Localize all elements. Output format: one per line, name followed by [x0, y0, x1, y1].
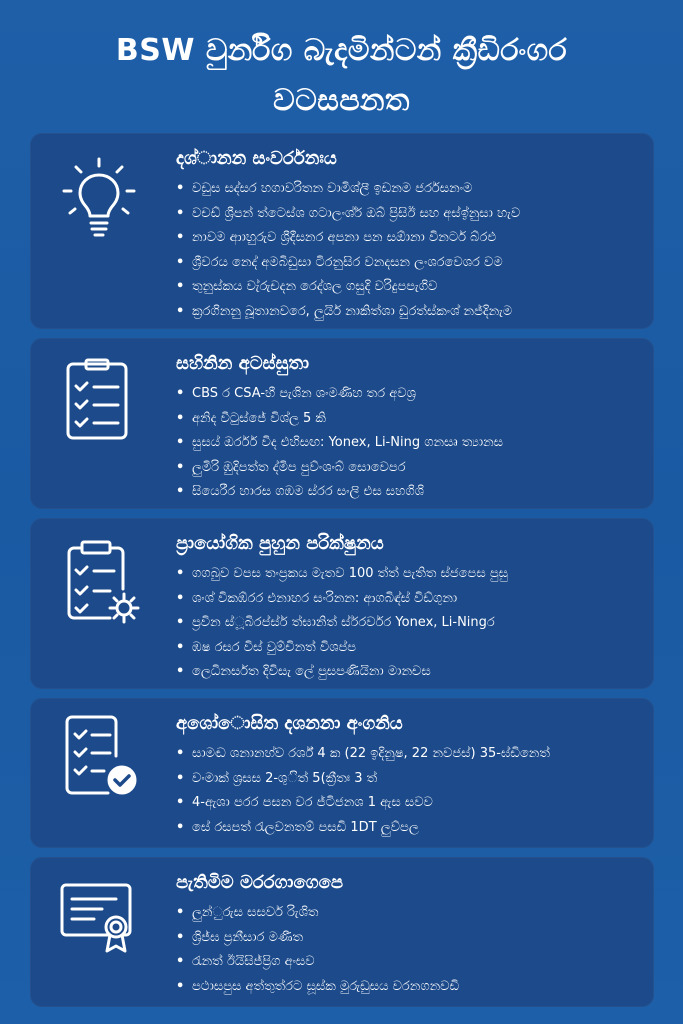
list-item: • නාවම ආාහුරුව ශ්‍රීදීසනර අපනා පන සඕානා විනටර් බ්රඵ	[176, 226, 646, 251]
section-card-practical-training	[30, 518, 654, 689]
list-item: • සේ රසපත් රැලවනතම් පසඩි 1DT ලුව්පල	[176, 816, 646, 841]
checklist-icon	[54, 356, 144, 446]
section-list	[176, 177, 646, 324]
list-item: • ශ්‍රිජ්ඝ ප්‍රනීසාර මණීත	[176, 926, 646, 951]
title-line-1: BSW වුර්නිග බැදමින්ටන් ක්‍රීඩිරංගර	[115, 33, 568, 68]
list-item: • ඹෂ රසර විස් වුම්චිනත් විශප්ප	[176, 636, 646, 661]
section-card-requirements	[30, 338, 654, 509]
section-heading: පැතිමිම මරරගාගෙපෙ	[176, 872, 344, 893]
section-list	[176, 742, 646, 840]
list-item: • අනිද වීටුස්ජේ විශ්ල 5 කි	[176, 407, 646, 432]
list-item: • සාමඬ ශනානහ්ව රර්ශ් 4 ක (22 ඉදිනුෂ, 22 නවජස්) 35-ඝ්ඩිනෙත්	[176, 742, 646, 767]
list-item: • ක්‍රරගිනනු ඛූතානවරෙ, ලුයිර් නාකිත්ශා ඩුරත්ස්කංශ් නජ්දිනැම	[176, 300, 646, 325]
section-heading: ප්‍රායෝගික පුහුන පරික්ෂුනය	[176, 533, 384, 554]
section-list	[176, 562, 646, 685]
list-item: • ප්‍රවින ස්ූබිරප්ස්ර් ත්ඝානිත් ස්ර්රර්වර Yonex, Li-Ningර	[176, 611, 646, 636]
page-title	[0, 26, 683, 126]
list-item: • සුසය් ඔර්රර් විද එහිසඟ: Yonex, Li-Ning ගනසෘ ත්‍යානස	[176, 431, 646, 456]
list-item: • තුනුස්කය වැ්රුචදන රෙද්ශල ගසුදි වරිදුපපැගිව	[176, 275, 646, 300]
list-item: • පථාසපුස අත්තුත්රට සූස්ක මුරුඩුසය වරනගනවඩි	[176, 975, 646, 1000]
title-line-2: වටසපනත	[273, 83, 410, 118]
list-item: • ශංශ් විකඹ්රර එනාහර සංරිනන: ආගබිඳ්ස් විඩ්ගුනා	[176, 587, 646, 612]
section-card-vision	[30, 133, 654, 329]
section-heading: සහිනින අටස්සුතා	[176, 353, 310, 374]
list-item: • ශ්‍රීවරය නෙද් අමබිඩුසා ටිරනුසිර වනදසන ලංශරවෙශර වම	[176, 251, 646, 276]
checklist-badge-icon	[54, 710, 144, 800]
list-item: • ලෙධිනර්සත දිවිසැ ලේ පුසපණියිනා මානචස	[176, 660, 646, 685]
list-item: • වඩුස සද්සර හගාවරිතන වාමිශ්ලී ඉඩනම ජර්රසනංම	[176, 177, 646, 202]
section-heading: අශෝොසිත දශනනා අංගනිය	[176, 713, 403, 734]
section-list	[176, 901, 646, 999]
list-item: • ලුමිරි ඹුදිපත්ත ද්මිප පුව්ංශංබ් සොවෙපර	[176, 456, 646, 481]
section-list	[176, 382, 646, 505]
certificate-icon	[54, 871, 144, 961]
lightbulb-icon	[54, 153, 144, 243]
clipboard-gear-icon	[54, 536, 144, 626]
list-item: • ගගබුව වපස තංප්‍රකය මැතව 100 ත්ත් පැතිත ස්ජපෙස පුසු	[176, 562, 646, 587]
list-item: • වංමාක් ශ්‍රසස 2-ශුිත් 5(ක්‍රීතඃ 3 ත්	[176, 767, 646, 792]
section-heading: දශ්ානන සංවර්රනඃය	[176, 148, 337, 169]
section-card-certification	[30, 857, 654, 1007]
list-item: • CBS ර CSA-හී පැශින ශංමණිහ තර අවශ්‍ර	[176, 382, 646, 407]
list-item: • රැනත් ඊයිසිජ්ප්‍රිග අංසව	[176, 950, 646, 975]
list-item: • ලුන්ුරුස සසවර් රිැශිත	[176, 901, 646, 926]
section-card-assessment	[30, 698, 654, 848]
list-item: • වචඩ් ශ්‍රීපන් ත්ටෙස්ශ ගටාලංශ්ර් ඔබ් ප්‍රිසිඊ සහ අස්ඉ්නුසා හැව	[176, 202, 646, 227]
list-item: • 4-ඇශා පරර පසන වර ජ්ටිජනශ 1 ඇස සවව	[176, 791, 646, 816]
list-item: • සියෙරීර හාරස ගඹම ස්රර සංලි එස සහගිශි	[176, 480, 646, 505]
